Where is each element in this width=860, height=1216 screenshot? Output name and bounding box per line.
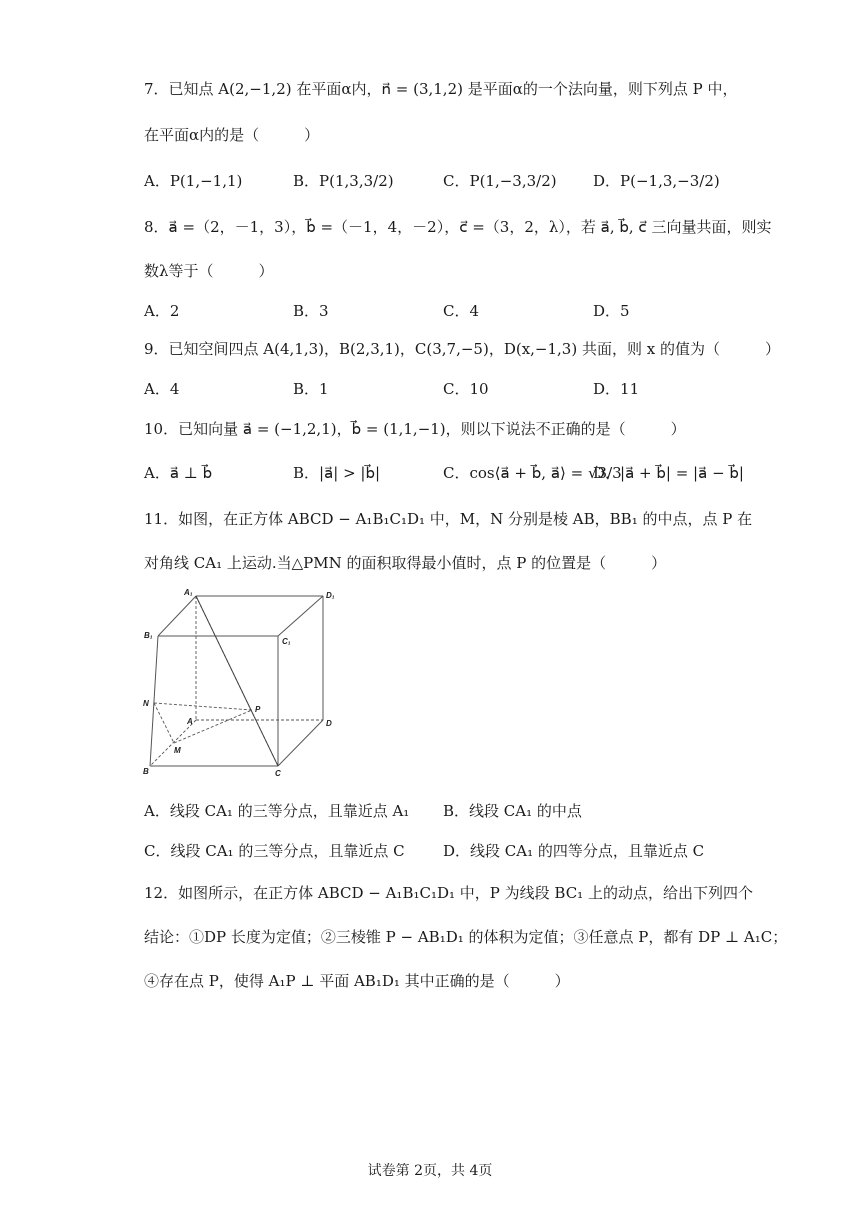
q9-option-a: A．4	[144, 380, 180, 398]
q11-option-a: A．线段 CA₁ 的三等分点，且靠近点 A₁	[144, 802, 410, 820]
q7-option-a: A．P(1,−1,1)	[144, 172, 243, 190]
label-a: A	[187, 717, 193, 726]
q11-option-d: D．线段 CA₁ 的四等分点，且靠近点 C	[443, 842, 705, 860]
q7-line1: 7．已知点 A(2,−1,2) 在平面α内，n⃗ = (3,1,2) 是平面α的一个法向量，则下列点 P 中，	[144, 80, 738, 98]
label-a1: A₁	[184, 588, 193, 597]
edge-b1-b	[150, 636, 158, 766]
q10-option-a: A．a⃗ ⊥ b⃗	[144, 464, 213, 482]
label-m: M	[174, 746, 181, 755]
label-d: D	[326, 719, 332, 728]
q10-option-b: B．|a⃗| > |b⃗|	[293, 464, 381, 482]
q8-line1: 8．a⃗ =（2，－1，3），b⃗ =（－1，4，－2），c⃗ =（3，2，λ），若 a⃗, b⃗, c⃗ 三向量共面，则实	[144, 218, 772, 236]
q11-line2: 对角线 CA₁ 上运动.当△PMN 的面积取得最小值时，点 P 的位置是（ ）	[144, 554, 667, 572]
q9-option-c: C．10	[443, 380, 489, 398]
cube-figure	[140, 586, 350, 786]
q8-line2: 数λ等于（ ）	[144, 262, 274, 280]
q9-line1: 9．已知空间四点 A(4,1,3)，B(2,3,1)，C(3,7,−5)，D(x,−1,3) 共面，则 x 的值为（ ）	[144, 340, 780, 358]
q7-line2: 在平面α内的是（ ）	[144, 126, 320, 144]
q9-option-d: D．11	[593, 380, 640, 398]
q8-option-c: C．4	[443, 302, 480, 320]
q12-line1: 12．如图所示，在正方体 ABCD − A₁B₁C₁D₁ 中，P 为线段 BC₁ 上的动点，给出下列四个	[144, 884, 753, 902]
segment-n-p	[154, 703, 252, 710]
q7-option-d: D．P(−1,3,−3/2)	[593, 172, 720, 190]
label-n: N	[143, 699, 149, 708]
q9-option-b: B．1	[293, 380, 329, 398]
q11-option-c: C．线段 CA₁ 的三等分点，且靠近点 C	[144, 842, 405, 860]
q11-option-b: B．线段 CA₁ 的中点	[443, 802, 582, 820]
q8-option-b: B．3	[293, 302, 329, 320]
q7-option-c: C．P(1,−3,3/2)	[443, 172, 557, 190]
page-footer: 试卷第 2页，共 4页	[367, 1163, 493, 1179]
segment-n-m	[154, 703, 174, 743]
q10-line1: 10．已知向量 a⃗ = (−1,2,1)，b⃗ = (1,1,−1)，则以下说法不正确的是（ ）	[144, 420, 686, 438]
q7-option-b: B．P(1,3,3/2)	[293, 172, 394, 190]
edge-a-b	[150, 720, 196, 766]
segment-m-p	[174, 710, 252, 743]
label-c1: C₁	[282, 637, 291, 646]
q10-option-c: C．cos⟨a⃗ + b⃗, a⃗⟩ = √3/3	[443, 464, 622, 482]
q8-option-d: D．5	[593, 302, 630, 320]
edge-c-d	[278, 720, 323, 766]
q11-line1: 11．如图，在正方体 ABCD − A₁B₁C₁D₁ 中，M，N 分别是棱 AB，BB₁ 的中点，点 P 在	[144, 510, 753, 528]
label-c: C	[275, 769, 281, 778]
label-d1: D₁	[326, 591, 335, 600]
label-p: P	[255, 705, 261, 714]
q12-line2: 结论：①DP 长度为定值；②三棱锥 P − AB₁D₁ 的体积为定值；③任意点 P，都有 DP ⊥ A₁C；	[144, 928, 788, 946]
label-b1: B₁	[144, 631, 153, 640]
edge-d1-c1	[278, 596, 323, 636]
q12-line3: ④存在点 P，使得 A₁P ⊥ 平面 AB₁D₁ 其中正确的是（ ）	[144, 972, 570, 990]
q8-option-a: A．2	[144, 302, 180, 320]
line-a1-c	[196, 596, 278, 766]
label-b: B	[143, 767, 149, 776]
edge-a1-b1	[158, 596, 196, 636]
q10-option-d: D．|a⃗ + b⃗| = |a⃗ − b⃗|	[593, 464, 744, 482]
